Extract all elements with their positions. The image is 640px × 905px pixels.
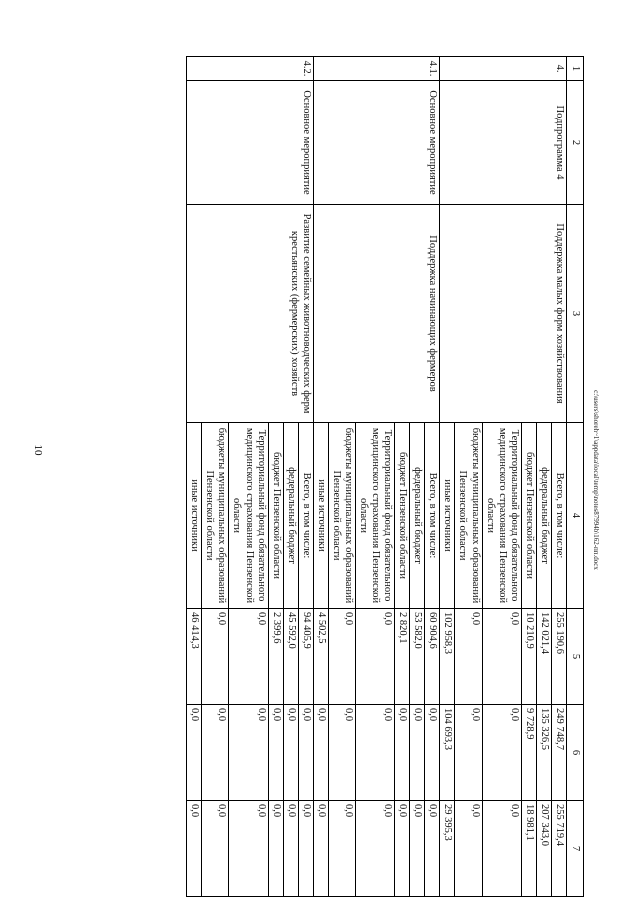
value-col5-cell: 10 210,9 [521,609,536,705]
value-col7-cell: 0,0 [356,801,395,897]
value-col5-cell: 2 399,6 [268,609,283,705]
value-col5-cell: 0,0 [482,609,521,705]
row-number-cell: 4. [440,57,567,81]
value-col6-cell: 0,0 [202,705,229,801]
funding-source-cell: Территориальный фонд обязательного медицинского страхования Пензенской области [356,423,395,609]
funding-source-cell: бюджет Пензенской области [521,423,536,609]
funding-source-cell: Территориальный фонд обязательного медицинского страхования Пензенской области [229,423,268,609]
rotated-table-container [94,56,584,896]
funding-source-cell: Всего, в том числе: [551,423,566,609]
value-col7-cell: 0,0 [410,801,425,897]
value-col6-cell: 0,0 [298,705,313,801]
value-col6-cell: 0,0 [410,705,425,801]
value-col6-cell: 0,0 [482,705,521,801]
footer-file-path: c:\users\shoreh~1\appdata\local\temp\notes87994b\162-пп.docx [592,390,600,570]
value-col7-cell: 0,0 [328,801,355,897]
value-col5-cell: 60 904,6 [425,609,440,705]
table-row [425,57,440,897]
value-col7-cell: 0,0 [268,801,283,897]
funding-source-cell: Всего, в том числе: [425,423,440,609]
value-col6-cell: 0,0 [187,705,202,801]
funding-source-cell: федеральный бюджет [536,423,551,609]
value-col7-cell: 18 981,1 [521,801,536,897]
value-col7-cell: 255 719,4 [551,801,566,897]
value-col7-cell: 0,0 [283,801,298,897]
value-col5-cell: 0,0 [455,609,482,705]
value-col7-cell: 0,0 [298,801,313,897]
row-number-cell: 4.1. [313,57,440,81]
value-col6-cell: 0,0 [356,705,395,801]
program-name-cell: Поддержка начинающих фермеров [313,205,440,423]
value-col6-cell: 9 728,9 [521,705,536,801]
funding-source-cell: Территориальный фонд обязательного медицинского страхования Пензенской области [482,423,521,609]
page-number: 10 [32,444,44,456]
value-col5-cell: 4 502,5 [313,609,328,705]
value-col6-cell: 135 326,5 [536,705,551,801]
table-row [551,57,566,897]
funding-source-cell: федеральный бюджет [410,423,425,609]
value-col5-cell: 2 820,1 [395,609,410,705]
value-col7-cell: 0,0 [187,801,202,897]
value-col5-cell: 0,0 [356,609,395,705]
value-col6-cell: 249 748,7 [551,705,566,801]
value-col5-cell: 0,0 [229,609,268,705]
funding-source-cell: федеральный бюджет [283,423,298,609]
funding-source-cell: иные источники [313,423,328,609]
value-col6-cell: 0,0 [313,705,328,801]
table-body [187,57,567,897]
funding-source-cell: бюджеты муниципальных образований Пензенской области [328,423,355,609]
value-col7-cell: 207 343,0 [536,801,551,897]
value-col6-cell: 0,0 [328,705,355,801]
value-col7-cell: 0,0 [455,801,482,897]
program-name-cell: Поддержка малых форм хозяйствования [440,205,567,423]
funding-table [186,56,584,897]
program-name-cell: Развитие семейных животноводческих ферм крестьянских (фермерских) хозяйств [187,205,314,423]
value-col6-cell: 0,0 [229,705,268,801]
value-col6-cell: 0,0 [268,705,283,801]
value-col7-cell: 0,0 [202,801,229,897]
funding-source-cell: бюджет Пензенской области [395,423,410,609]
program-type-cell: Основное мероприятие [187,81,314,205]
funding-source-cell: бюджет Пензенской области [268,423,283,609]
row-number-cell: 4.2. [187,57,314,81]
value-col5-cell: 142 021,4 [536,609,551,705]
funding-source-cell: Всего, в том числе: [298,423,313,609]
header-cell: 2 [566,81,583,205]
value-col6-cell: 0,0 [455,705,482,801]
value-col7-cell: 0,0 [425,801,440,897]
value-col6-cell: 0,0 [283,705,298,801]
header-cell: 5 [566,609,583,705]
value-col6-cell: 0,0 [425,705,440,801]
program-type-cell: Основное мероприятие [313,81,440,205]
value-col7-cell: 0,0 [229,801,268,897]
header-cell: 6 [566,705,583,801]
funding-source-cell: бюджеты муниципальных образований Пензенской области [202,423,229,609]
value-col7-cell: 29 395,3 [440,801,455,897]
header-cell: 4 [566,423,583,609]
value-col6-cell: 104 693,3 [440,705,455,801]
value-col5-cell: 53 582,0 [410,609,425,705]
value-col5-cell: 94 405,9 [298,609,313,705]
funding-source-cell: иные источники [187,423,202,609]
funding-source-cell: иные источники [440,423,455,609]
table-row [298,57,313,897]
header-cell: 3 [566,205,583,423]
value-col5-cell: 46 414,3 [187,609,202,705]
value-col7-cell: 0,0 [313,801,328,897]
value-col5-cell: 45 592,0 [283,609,298,705]
value-col7-cell: 0,0 [482,801,521,897]
value-col5-cell: 102 958,3 [440,609,455,705]
header-cell: 7 [566,801,583,897]
header-cell: 1 [566,57,583,81]
value-col7-cell: 0,0 [395,801,410,897]
value-col5-cell: 0,0 [328,609,355,705]
header-row [566,57,583,897]
program-type-cell: Подпрограмма 4 [440,81,567,205]
value-col6-cell: 0,0 [395,705,410,801]
funding-source-cell: бюджеты муниципальных образований Пензенской области [455,423,482,609]
value-col5-cell: 0,0 [202,609,229,705]
value-col5-cell: 255 190,6 [551,609,566,705]
